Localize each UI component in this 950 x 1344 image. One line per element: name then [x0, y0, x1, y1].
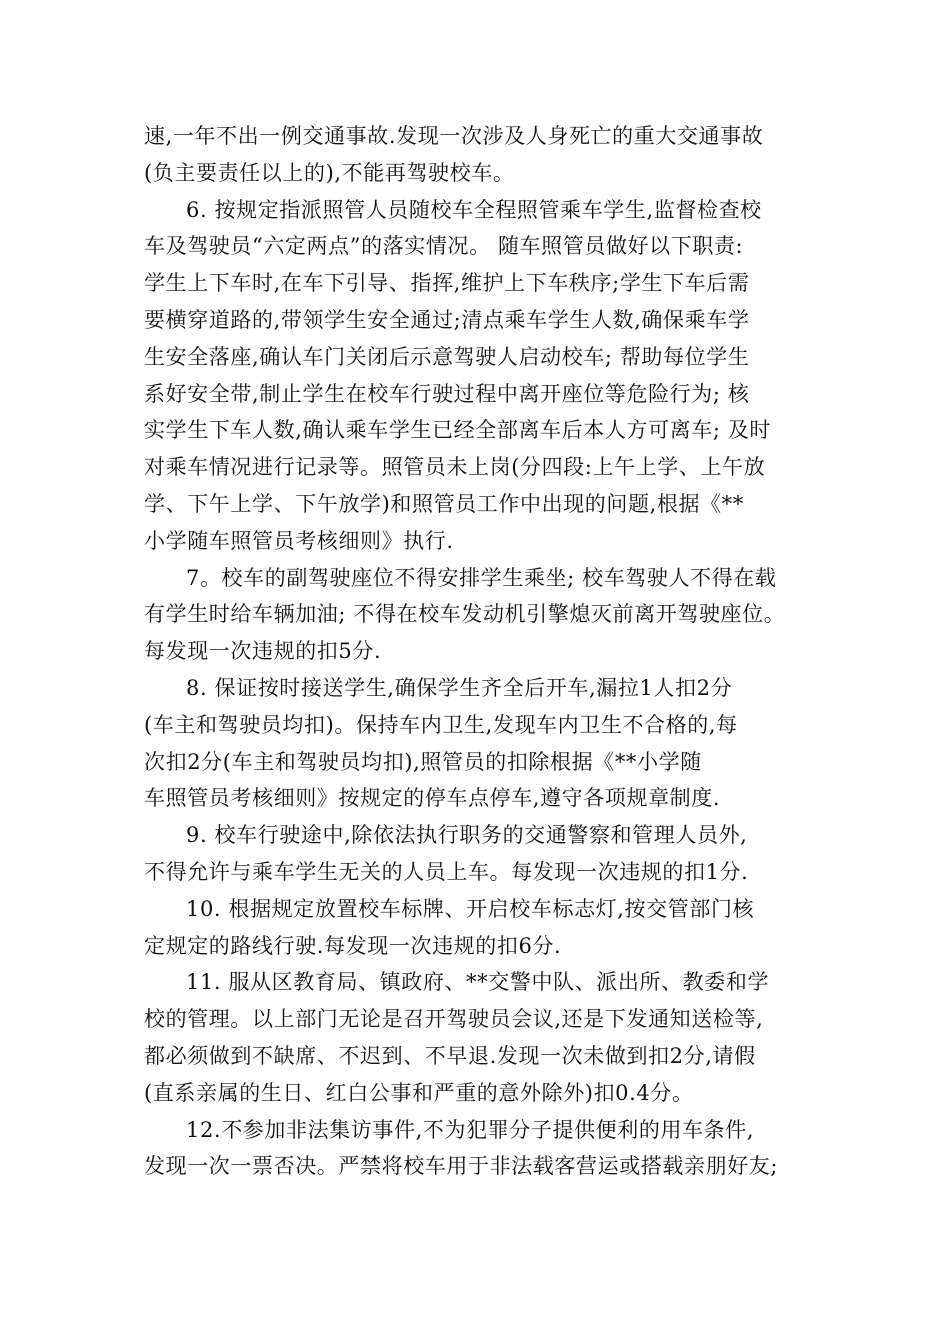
text-line: 学、下午上学、下午放学)和照管员工作中出现的问题,根据《**: [144, 491, 744, 516]
text-line: 校的管理。以上部门无论是召开驾驶员会议,还是下发通知送检等,: [144, 1007, 764, 1032]
text-line: 系好安全带,制止学生在校车行驶过程中离开座位等危险行为; 核: [144, 381, 750, 406]
text-line: (负主要责任以上的),不能再驾驶校车。: [144, 160, 515, 185]
text-line: 9. 校车行驶途中,除依法执行职务的交通警察和管理人员外,: [186, 823, 748, 848]
text-line: 速,一年不出一例交通事故.发现一次涉及人身死亡的重大交通事故: [144, 124, 764, 148]
text-line: 7。校车的副驾驶座位不得安排学生乘坐; 校车驾驶人不得在载: [186, 565, 777, 590]
text-line: (车主和驾驶员均扣)。保持车内卫生,发现车内卫生不合格的,每: [144, 712, 738, 737]
text-line: 生安全落座,确认车门关闭后示意驾驶人启动校车; 帮助每位学生: [144, 344, 750, 369]
text-line: 发现一次一票否决。严禁将校车用于非法载客营运或搭载亲朋好友;: [144, 1154, 779, 1179]
text-line: 车照管员考核细则》按规定的停车点停车,遵守各项规章制度.: [144, 786, 721, 811]
text-line: 次扣2分(车主和驾驶员均扣),照管员的扣除根据《**小学随: [144, 749, 702, 774]
text-line: 要横穿道路的,带领学生安全通过;清点乘车学生人数,确保乘车学: [144, 307, 750, 332]
text-line: 每发现一次违规的扣5分.: [144, 639, 382, 664]
text-line: 12.不参加非法集访事件,不为犯罪分子提供便利的用车条件,: [186, 1117, 755, 1142]
text-line: 都必须做到不缺席、不迟到、不早退.发现一次未做到扣2分,请假: [144, 1043, 756, 1068]
text-line: 有学生时给车辆加油; 不得在校车发动机引擎熄灭前离开驾驶座位。: [144, 602, 786, 627]
text-line: 学生上下车时,在车下引导、指挥,维护上下车秩序;学生下车后需: [144, 271, 750, 296]
text-line: 10. 根据规定放置校车标牌、开启校车标志灯,按交管部门核: [186, 896, 755, 921]
text-line: 8. 保证按时接送学生,确保学生齐全后开车,漏拉1人扣2分: [186, 675, 733, 700]
text-line: 11. 服从区教育局、镇政府、**交警中队、派出所、教委和学: [186, 970, 770, 995]
text-line: (直系亲属的生日、红白公事和严重的意外除外)扣0.4分。: [144, 1080, 694, 1105]
text-line: 小学随车照管员考核细则》执行.: [144, 528, 454, 553]
text-line: 车及驾驶员“六定两点”的落实情况。 随车照管员做好以下职责:: [144, 234, 744, 259]
text-line: 定规定的路线行驶.每发现一次违规的扣6分.: [144, 933, 562, 958]
text-line: 对乘车情况进行记录等。照管员未上岗(分四段:上午上学、上午放: [144, 455, 766, 480]
text-line: 不得允许与乘车学生无关的人员上车。每发现一次违规的扣1分.: [144, 859, 749, 884]
text-line: 6. 按规定指派照管人员随校车全程照管乘车学生,监督检查校: [186, 197, 762, 222]
text-line: 实学生下车人数,确认乘车学生已经全部离车后本人方可离车; 及时: [144, 418, 772, 443]
document-body: [144, 118, 808, 1185]
